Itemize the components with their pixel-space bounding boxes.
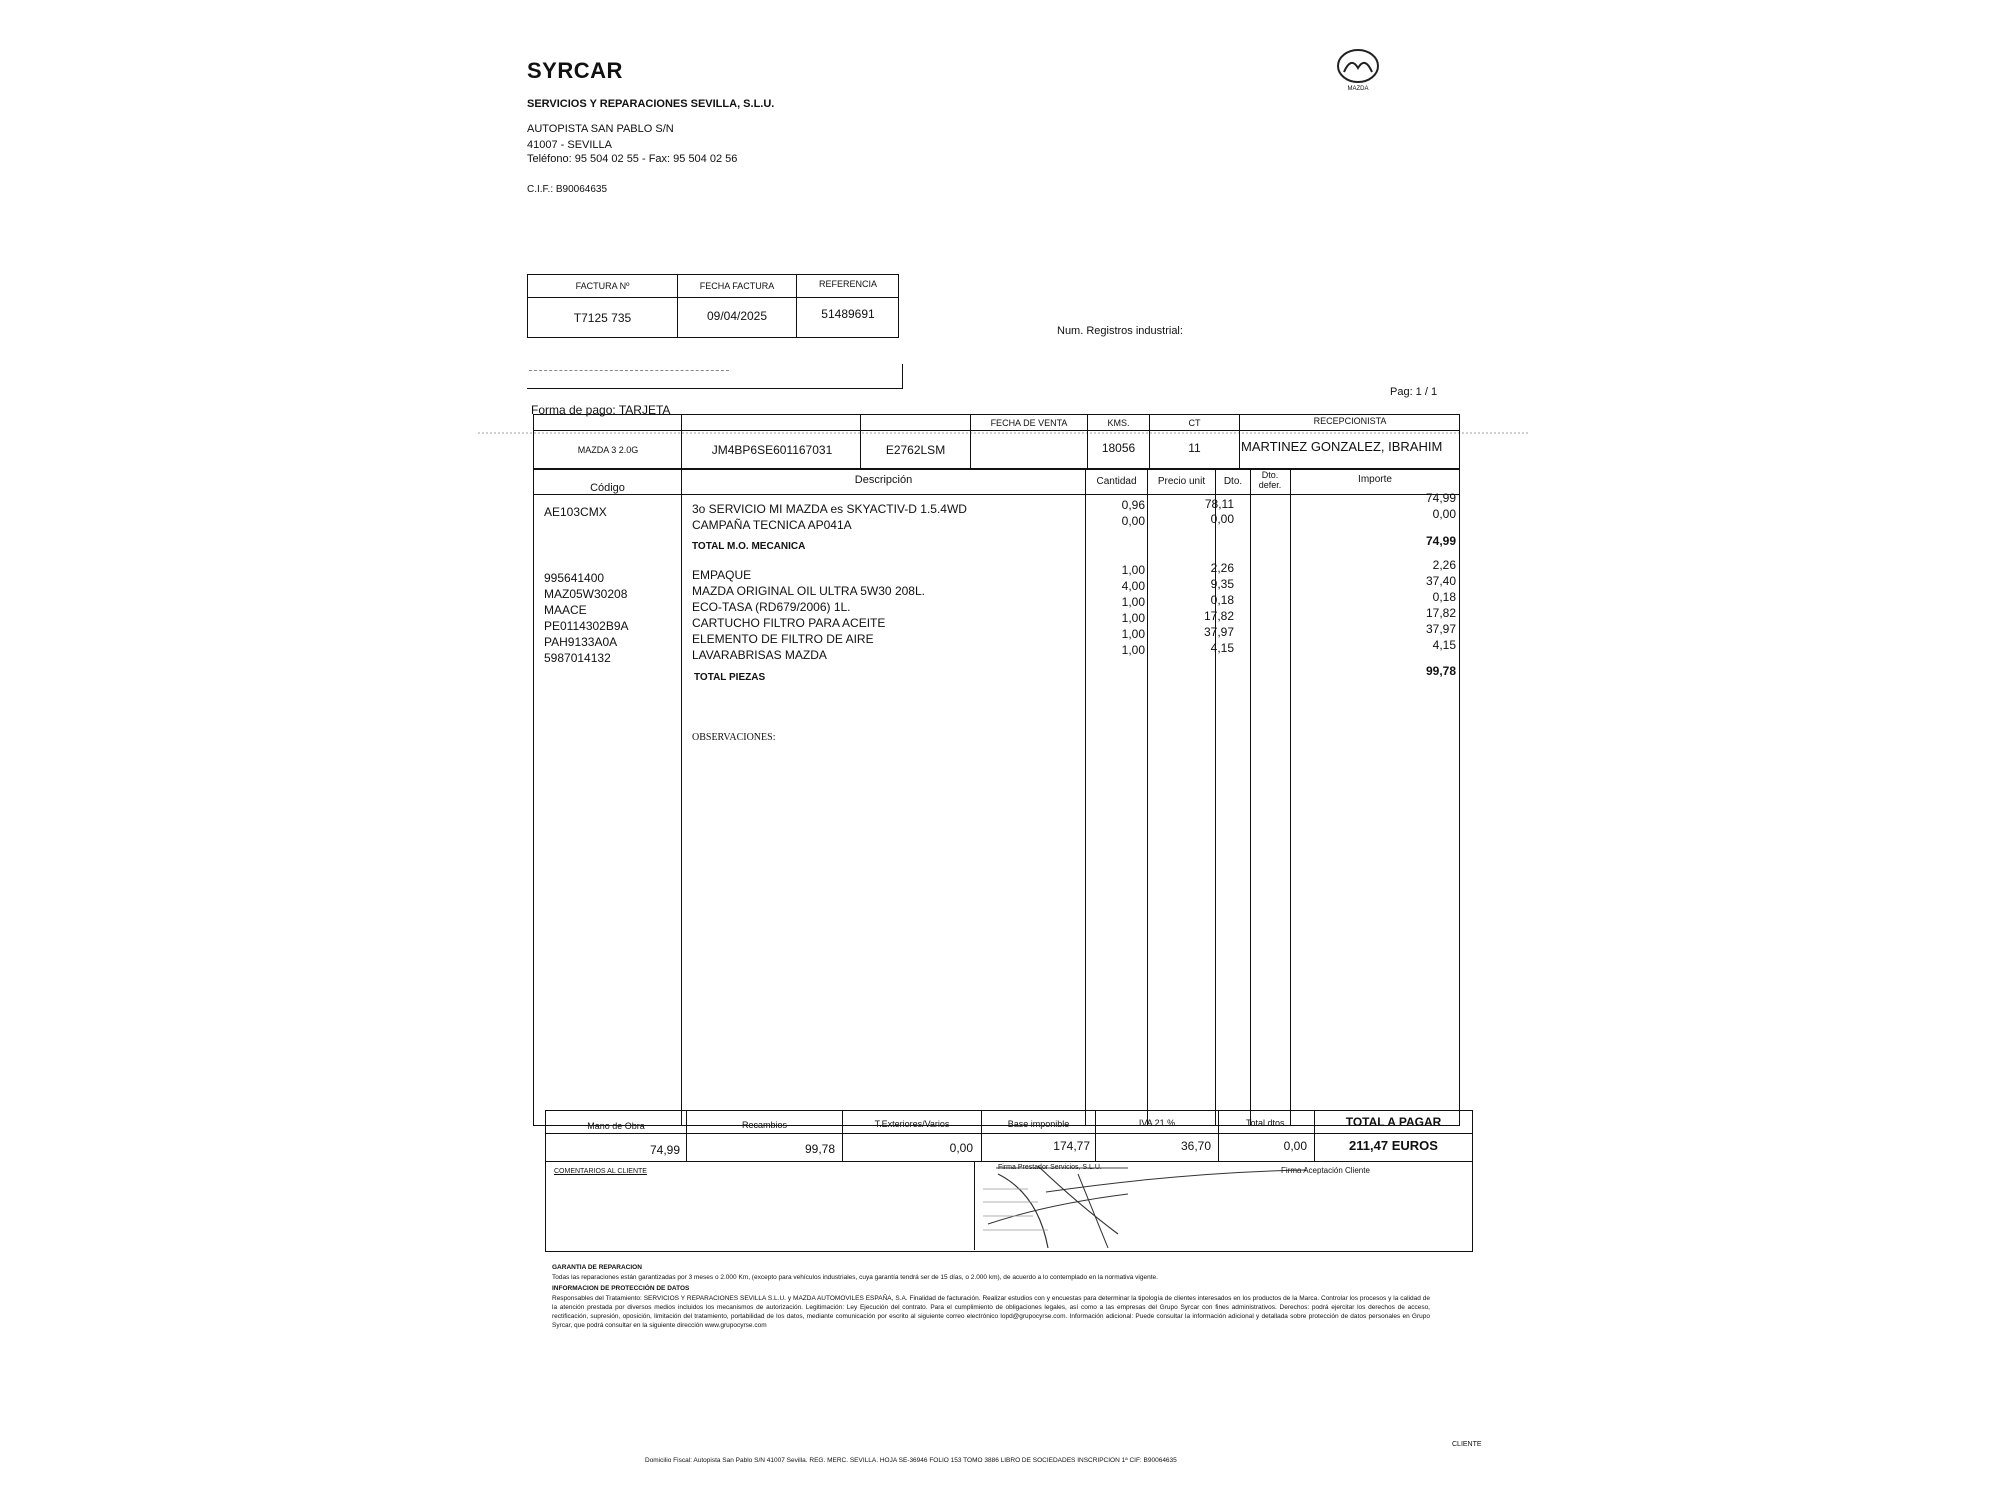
privacy-title: INFORMACION DE PROTECCIÓN DE DATOS: [552, 1285, 690, 1292]
parts-summary-value: 99,78: [804, 1142, 835, 1156]
part-amount-3: 0,18: [1432, 590, 1456, 604]
labor-summary-value: 74,99: [649, 1143, 680, 1157]
logo-brand-label: MAZDA: [1347, 86, 1369, 92]
receptionist-label: RECEPCIONISTA: [1313, 416, 1387, 426]
part-amount-5: 37,97: [1425, 622, 1456, 636]
part-code-2: MAZ05W30208: [544, 587, 628, 601]
labor-price-1: 78,11: [1204, 497, 1234, 511]
part-price-1: 2,26: [1210, 561, 1234, 575]
part-qty-4: 1,00: [1121, 611, 1145, 625]
stamp-text: Firma Prestador Servicios, S.L.U.: [998, 1164, 1102, 1171]
column-code-header: Código: [590, 482, 625, 494]
labor-price-2: 0,00: [1210, 512, 1234, 526]
labor-total: 74,99: [1425, 534, 1456, 548]
part-description-1: EMPAQUE: [692, 568, 752, 582]
signature-stroke: [986, 1162, 1466, 1202]
kms-label: KMS.: [1107, 418, 1130, 428]
part-qty-6: 1,00: [1121, 643, 1145, 657]
part-price-6: 4,15: [1210, 641, 1234, 655]
company-address-line1: AUTOPISTA SAN PABLO S/N: [527, 123, 674, 135]
external-summary-label: T.Exteriores/Varios: [874, 1119, 950, 1129]
part-amount-2: 37,40: [1425, 574, 1456, 588]
labor-amount-2: 0,00: [1432, 507, 1456, 521]
vat-label: IVA 21 %: [1138, 1118, 1176, 1128]
warranty-text: Todas las reparaciones están garantizadas por 3 meses o 2.000 Km, (excepto para vehículos industriales, cuya garantía tendrá ser de 15 días, o 2.000 km), de acuerdo a lo contemplado en la normativa vigente.: [552, 1274, 1158, 1281]
column-unit-price-header: Precio unit: [1157, 476, 1206, 487]
part-price-3: 0,18: [1210, 593, 1234, 607]
signature-label: Firma Aceptación Cliente: [1281, 1166, 1370, 1175]
part-price-2: 9,35: [1210, 577, 1234, 591]
total-discount-label: Total dtos.: [1245, 1118, 1288, 1128]
parts-total-label: TOTAL PIEZAS: [694, 672, 766, 683]
invoice-info-box: [527, 274, 899, 338]
part-amount-1: 2,26: [1432, 558, 1456, 572]
invoice-number-label: FACTURA Nº: [575, 281, 630, 291]
labor-total-label: TOTAL M.O. MECANICA: [692, 541, 806, 552]
company-name: SYRCAR: [527, 58, 623, 83]
vat-value: 36,70: [1180, 1139, 1211, 1153]
labor-code-1: AE103CMX: [544, 505, 607, 519]
column-quantity-header: Cantidad: [1096, 476, 1137, 487]
reference-number: 51489691: [821, 307, 875, 321]
page-number: Pag: 1 / 1: [1390, 386, 1438, 398]
total-due-label: TOTAL A PAGAR: [1345, 1115, 1442, 1129]
invoice-date-label: FECHA FACTURA: [699, 281, 775, 291]
part-qty-1: 1,00: [1121, 563, 1145, 577]
vehicle-table: [533, 414, 1460, 469]
company-address-line2: 41007 - SEVILLA: [527, 139, 613, 151]
labor-qty-1: 0,96: [1121, 498, 1145, 512]
tax-base-label: Base imponible: [1007, 1119, 1070, 1129]
column-deferred-discount-header: Dto. defer.: [1258, 470, 1282, 490]
column-amount-header: Importe: [1358, 474, 1392, 485]
vehicle-vin: JM4BP6SE601167031: [711, 443, 833, 457]
brand-logo: [1332, 48, 1384, 92]
totals-table: [545, 1110, 1473, 1162]
part-description-2: MAZDA ORIGINAL OIL ULTRA 5W30 208L.: [692, 584, 925, 598]
company-cif: C.I.F.: B90064635: [527, 184, 608, 195]
part-price-4: 17,82: [1203, 609, 1234, 623]
part-qty-5: 1,00: [1121, 627, 1145, 641]
labor-description-1: 3o SERVICIO MI MAZDA es SKYACTIV-D 1.5.4WD: [692, 502, 967, 516]
labor-summary-label: Mano de Obra: [587, 1121, 645, 1131]
invoice-date: 09/04/2025: [706, 309, 768, 323]
company-legal-name: SERVICIOS Y REPARACIONES SEVILLA, S.L.U.: [527, 98, 775, 110]
labor-qty-2: 0,00: [1121, 514, 1145, 528]
parts-total: 99,78: [1425, 664, 1456, 678]
company-phone: Teléfono: 95 504 02 55 - Fax: 95 504 02 56: [527, 153, 738, 165]
industrial-registry-label: Num. Registros industrial:: [1057, 325, 1183, 337]
comments-label: COMENTARIOS AL CLIENTE: [554, 1168, 647, 1175]
sale-date-label: FECHA DE VENTA: [990, 418, 1068, 428]
part-code-4: PE0114302B9A: [544, 619, 629, 633]
part-description-5: ELEMENTO DE FILTRO DE AIRE: [692, 632, 874, 646]
total-discount-value: 0,00: [1283, 1139, 1307, 1153]
footer-legal: Domicilio Fiscal: Autopista San Pablo S/N 41007 Sevilla. REG. MERC. SEVILLA. HOJA SE-36946 FOLIO 153 TOMO 3886 LIBRO DE SOCIEDADES INSCRIPCION 1ª CIF: B90064635: [645, 1457, 1177, 1464]
column-discount-header: Dto.: [1223, 476, 1243, 487]
part-qty-3: 1,00: [1121, 595, 1145, 609]
part-description-3: ECO-TASA (RD679/2006) 1L.: [692, 600, 851, 614]
part-amount-6: 4,15: [1432, 638, 1456, 652]
tax-base-value: 174,77: [1053, 1139, 1090, 1153]
labor-amount-1: 74,99: [1425, 491, 1456, 505]
parts-summary-label: Recambios: [741, 1120, 788, 1130]
part-qty-2: 4,00: [1121, 579, 1145, 593]
footer-copy-label: CLIENTE: [1452, 1441, 1482, 1448]
mazda-logo-icon: [1336, 48, 1380, 84]
ct-label: CT: [1188, 418, 1201, 428]
total-due-value: 211,47 EUROS: [1349, 1138, 1438, 1153]
part-description-4: CARTUCHO FILTRO PARA ACEITE: [692, 616, 886, 630]
part-code-1: 995641400: [544, 571, 605, 585]
vehicle-model: MAZDA 3 2.0G: [577, 445, 639, 455]
customer-block: [527, 364, 903, 389]
part-price-5: 37,97: [1203, 625, 1234, 639]
labor-description-2: CAMPAÑA TECNICA AP041A: [692, 518, 852, 532]
column-description-header: Descripción: [854, 474, 913, 486]
part-code-6: 5987014132: [544, 651, 611, 665]
invoice-number: T7125 735: [573, 311, 632, 325]
vehicle-ct: 11: [1188, 441, 1201, 455]
payment-method: Forma de pago: TARJETA: [531, 403, 671, 417]
warranty-title: GARANTIA DE REPARACION: [552, 1264, 642, 1271]
vehicle-plate: E2762LSM: [885, 443, 946, 457]
part-code-5: PAH9133A0A: [544, 635, 618, 649]
privacy-text: Responsables del Tratamiento: SERVICIOS Y REPARACIONES SEVILLA S.L.U. y MAZDA AUTOMOVILES ESPAÑA, S.A. Finalidad de facturación. Realizar estudios con y encuestas para determinar la tipología de clientes interesados en los productos de la Marca. Controlar los procesos y la calidad de la atención prestada por diversos medios incluidos los mecanismos de autorización. Legitimación: Ley Ejecución del contrato. Para el cumplimiento de obligaciones legales, así como a las empresas del Grupo Syrcar con fines administrativos. Derechos: podrá ejercitar los derechos de acceso, rectificación, supresión, oposición, limitación del tratamiento, portabilidad de los datos, mediante comunicación por escrito al siguiente correo electrónico lopd@grupocyrse.com. Información adicional: Puede consultar la información adicional y detallada sobre protección de datos personales en Grupo Syrcar, que podrá consultar en la siguiente dirección www.grupocyrse.com: [552, 1295, 1430, 1329]
part-amount-4: 17,82: [1425, 606, 1456, 620]
observations-label: OBSERVACIONES:: [692, 732, 776, 743]
line-items-table: [533, 469, 1460, 1126]
vehicle-kms: 18056: [1101, 441, 1136, 455]
receptionist-name: MARTINEZ GONZALEZ, IBRAHIM: [1241, 439, 1443, 454]
part-description-6: LAVARABRISAS MAZDA: [692, 648, 827, 662]
part-code-3: MAACE: [544, 603, 587, 617]
external-summary-value: 0,00: [949, 1141, 973, 1155]
comments-signature-area: [545, 1162, 1473, 1252]
reference-label: REFERENCIA: [818, 279, 877, 289]
